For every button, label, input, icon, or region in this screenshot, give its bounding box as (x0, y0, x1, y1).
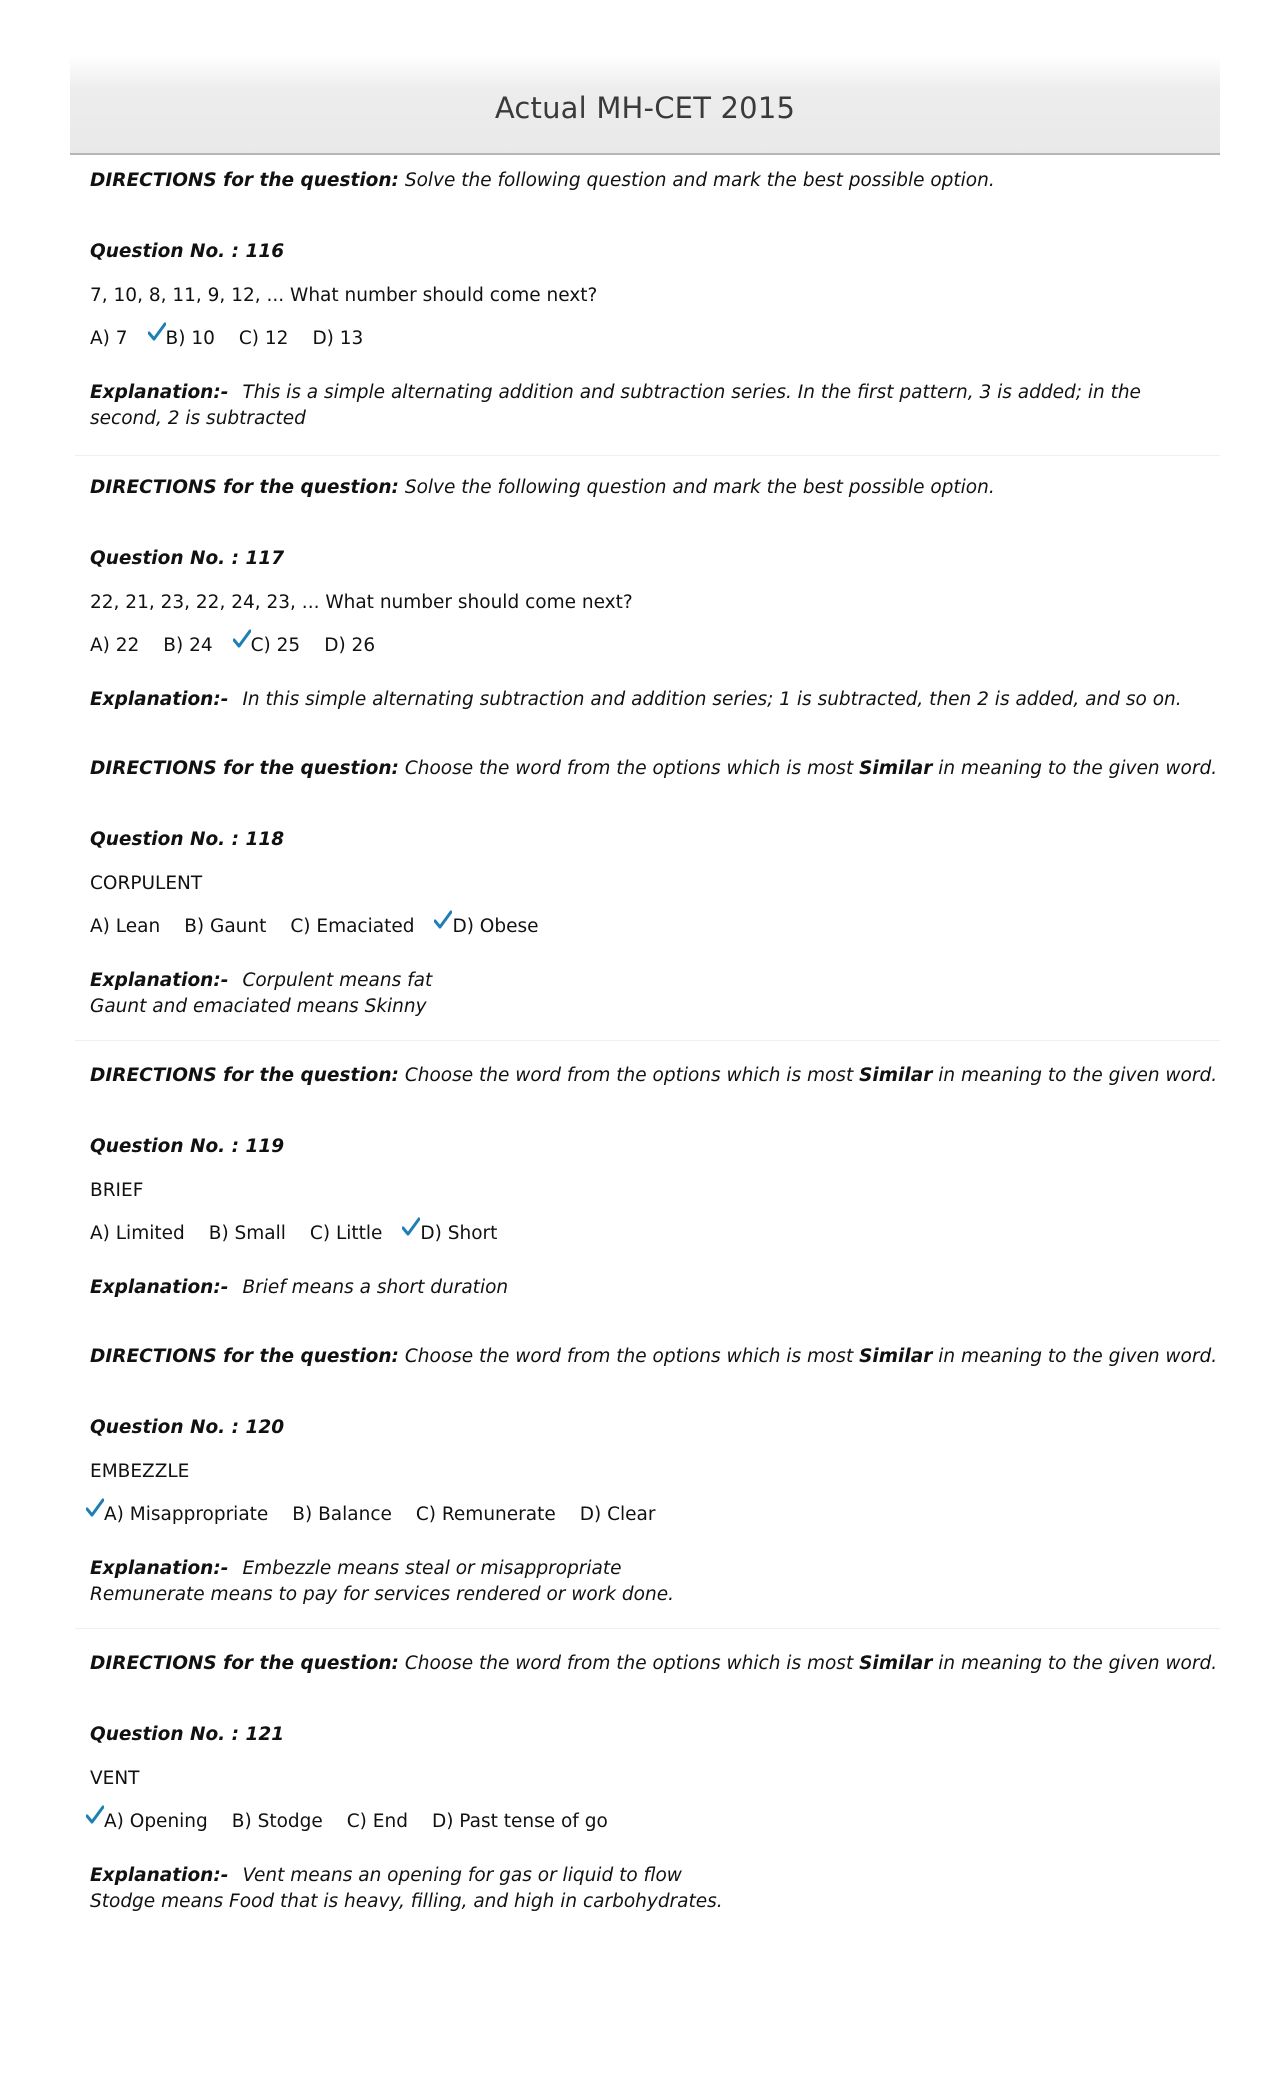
option[interactable] (432, 1811, 608, 1832)
directions-keyword: Similar (859, 1653, 933, 1674)
directions-text (90, 1065, 1217, 1086)
option-label: D) 26 (324, 635, 376, 656)
explanation (90, 968, 1210, 1020)
directions-label: DIRECTIONS for the question: (90, 477, 399, 498)
directions-label: DIRECTIONS for the question: (90, 170, 399, 191)
question-stem: EMBEZZLE (90, 1461, 190, 1482)
explanation-line (90, 687, 1210, 713)
option-label: A) 7 (90, 328, 128, 349)
option-label: C) Remunerate (415, 1504, 556, 1525)
option[interactable] (90, 635, 139, 656)
option-label: D) 13 (312, 328, 364, 349)
directions-text (90, 170, 995, 191)
explanation-line (90, 1582, 1210, 1608)
checkmark-icon (434, 910, 452, 930)
options-row (90, 1811, 632, 1832)
option-label: C) Emaciated (290, 916, 415, 937)
question-stem: BRIEF (90, 1180, 144, 1201)
directions-instruction-end: in meaning to the given word. (938, 758, 1218, 779)
directions-instruction-end: in meaning to the given word. (938, 1346, 1218, 1367)
option[interactable] (90, 1223, 185, 1244)
directions-keyword: Similar (859, 1065, 933, 1086)
explanation-line (90, 1889, 1210, 1915)
explanation (90, 1863, 1210, 1915)
option[interactable] (312, 328, 363, 349)
option[interactable] (232, 1811, 323, 1832)
explanation-line (90, 1275, 1210, 1301)
option[interactable] (90, 328, 128, 349)
option-correct[interactable] (152, 328, 215, 349)
directions-instruction: Solve the following question and mark the best possible option. (404, 477, 995, 498)
question-stem: 22, 21, 23, 22, 24, 23, ... What number should come next? (90, 592, 633, 613)
option-correct[interactable] (237, 635, 301, 656)
explanation-line (90, 1863, 1210, 1889)
question-number: Question No. : 119 (90, 1136, 285, 1157)
option[interactable] (292, 1504, 392, 1525)
explanation-text: Brief means a short duration (242, 1277, 509, 1298)
question-number: Question No. : 118 (90, 829, 285, 850)
question-stem: VENT (90, 1768, 140, 1789)
page-title: Actual MH-CET 2015 (494, 91, 796, 125)
option-correct[interactable] (438, 916, 538, 937)
question-number: Question No. : 117 (90, 548, 285, 569)
directions-instruction: Choose the word from the options which is most (404, 758, 854, 779)
directions-instruction-end: in meaning to the given word. (938, 1065, 1218, 1086)
explanation-line (90, 994, 1210, 1020)
options-row (90, 328, 387, 349)
directions-label: DIRECTIONS for the question: (90, 1653, 399, 1674)
option-label: D) Short (420, 1223, 498, 1244)
question-stem: CORPULENT (90, 873, 203, 894)
option-label: B) 24 (163, 635, 213, 656)
option-correct[interactable] (90, 1811, 208, 1832)
explanation-text: Vent means an opening for gas or liquid to flow (242, 1865, 682, 1886)
option[interactable] (209, 1223, 286, 1244)
option-correct[interactable] (90, 1504, 268, 1525)
directions-instruction: Choose the word from the options which is most (404, 1346, 854, 1367)
explanation-text: Corpulent means fat (242, 970, 433, 991)
option-label: B) Gaunt (184, 916, 267, 937)
explanation-line (90, 380, 1210, 432)
checkmark-icon (402, 1217, 420, 1237)
option[interactable] (580, 1504, 656, 1525)
options-row (90, 635, 399, 656)
option-label: A) Misappropriate (104, 1504, 269, 1525)
option-label: B) Stodge (231, 1811, 323, 1832)
directions-instruction: Solve the following question and mark the best possible option. (404, 170, 995, 191)
explanation-text: This is a simple alternating addition and subtraction series. In the first pattern, 3 is added; in the second, 2 is subtracted (90, 382, 1141, 429)
option[interactable] (416, 1504, 556, 1525)
explanation-label: Explanation:- (90, 382, 229, 403)
option-label: A) Opening (104, 1811, 208, 1832)
explanation-label: Explanation:- (90, 689, 229, 710)
explanation (90, 380, 1210, 432)
directions-instruction-end: in meaning to the given word. (938, 1653, 1218, 1674)
option-label: D) Obese (452, 916, 539, 937)
options-row (90, 1223, 521, 1244)
explanation (90, 1275, 1210, 1301)
option-correct[interactable] (406, 1223, 497, 1244)
option[interactable] (347, 1811, 408, 1832)
directions-text (90, 477, 995, 498)
option-label: D) Clear (579, 1504, 656, 1525)
options-row (90, 1504, 679, 1525)
directions-instruction: Choose the word from the options which is most (404, 1065, 854, 1086)
page-header (70, 55, 1220, 155)
option-label: B) Small (208, 1223, 286, 1244)
checkmark-icon (86, 1805, 104, 1825)
option-label: B) 10 (165, 328, 215, 349)
directions-label: DIRECTIONS for the question: (90, 1346, 399, 1367)
directions-instruction: Choose the word from the options which is most (404, 1653, 854, 1674)
checkmark-icon (148, 322, 166, 342)
explanation-label: Explanation:- (90, 1558, 229, 1579)
directions-text (90, 1346, 1217, 1367)
explanation-label: Explanation:- (90, 1865, 229, 1886)
options-row (90, 916, 563, 937)
explanation-text: Gaunt and emaciated means Skinny (90, 996, 427, 1017)
option-label: C) 25 (250, 635, 301, 656)
option[interactable] (324, 635, 375, 656)
explanation-text: Stodge means Food that is heavy, filling, and high in carbohydrates. (90, 1891, 723, 1912)
section-divider (75, 455, 1220, 456)
option-label: A) 22 (90, 635, 140, 656)
option-label: C) Little (309, 1223, 383, 1244)
explanation-text: Remunerate means to pay for services rendered or work done. (90, 1584, 674, 1605)
directions-label: DIRECTIONS for the question: (90, 758, 399, 779)
directions-keyword: Similar (859, 1346, 933, 1367)
option[interactable] (290, 916, 414, 937)
directions-keyword: Similar (859, 758, 933, 779)
option-label: D) Past tense of go (431, 1811, 608, 1832)
explanation-text: Embezzle means steal or misappropriate (242, 1558, 622, 1579)
explanation-line (90, 1556, 1210, 1582)
section-divider (75, 1628, 1220, 1629)
directions-label: DIRECTIONS for the question: (90, 1065, 399, 1086)
checkmark-icon (233, 629, 251, 649)
section-divider (75, 1040, 1220, 1041)
question-number: Question No. : 121 (90, 1724, 285, 1745)
explanation-line (90, 968, 1210, 994)
question-number: Question No. : 116 (90, 241, 285, 262)
option-label: C) 12 (238, 328, 289, 349)
option[interactable] (184, 916, 266, 937)
explanation-text: In this simple alternating subtraction and addition series; 1 is subtracted, then 2 is added, and so on. (242, 689, 1182, 710)
option-label: B) Balance (292, 1504, 392, 1525)
question-number: Question No. : 120 (90, 1417, 285, 1438)
directions-text (90, 1653, 1217, 1674)
option-label: A) Limited (90, 1223, 185, 1244)
explanation-label: Explanation:- (90, 970, 229, 991)
option[interactable] (90, 916, 160, 937)
option[interactable] (239, 328, 289, 349)
explanation (90, 1556, 1210, 1608)
directions-text (90, 758, 1217, 779)
option[interactable] (310, 1223, 383, 1244)
explanation (90, 687, 1210, 713)
checkmark-icon (86, 1498, 104, 1518)
option-label: A) Lean (90, 916, 161, 937)
option[interactable] (163, 635, 212, 656)
explanation-label: Explanation:- (90, 1277, 229, 1298)
option-label: C) End (346, 1811, 408, 1832)
question-stem: 7, 10, 8, 11, 9, 12, ... What number should come next? (90, 285, 598, 306)
